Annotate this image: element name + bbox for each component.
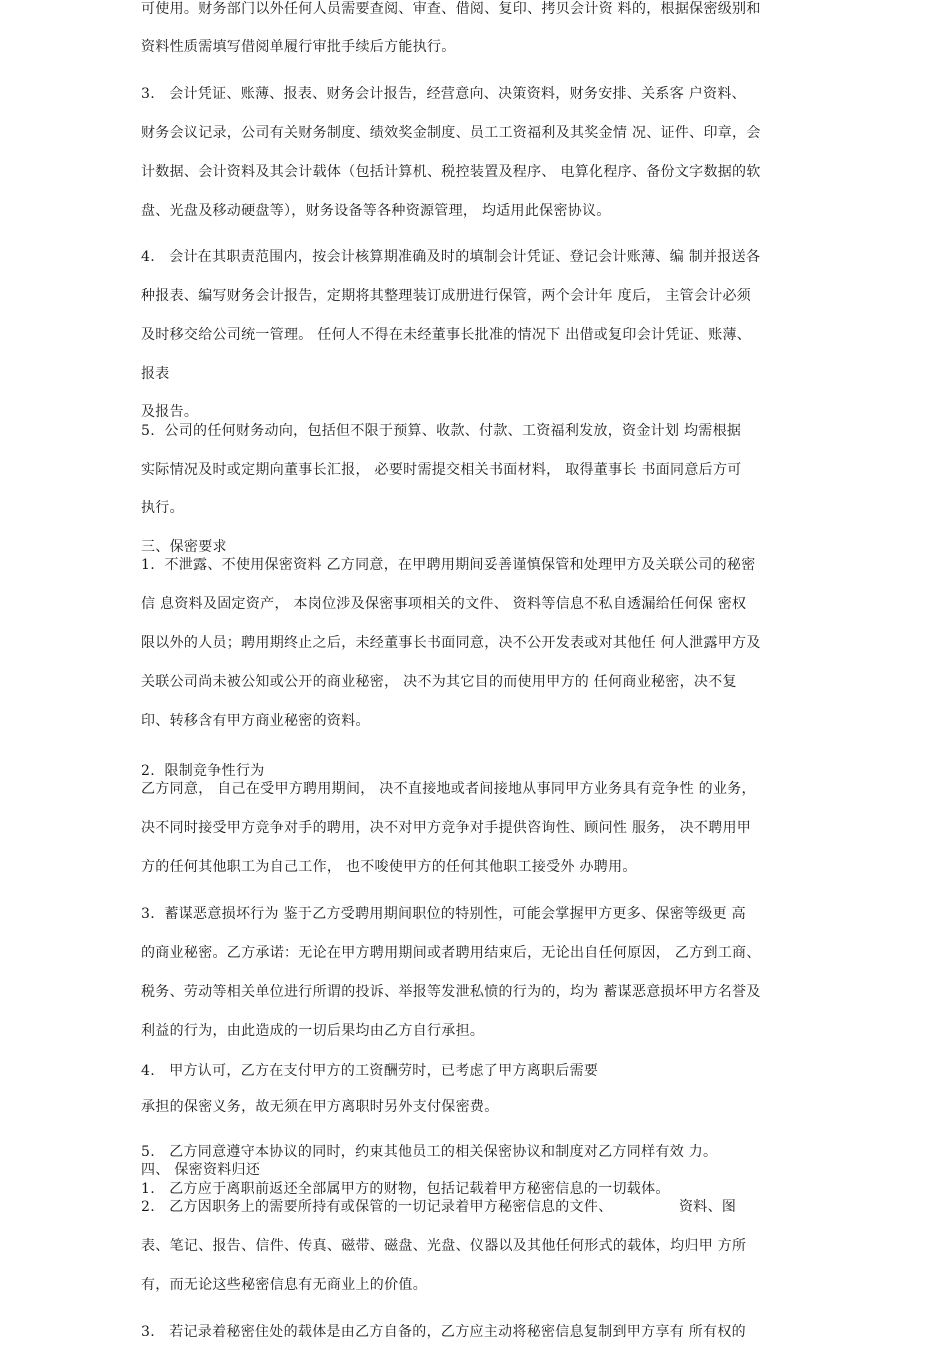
text-line: 税务、劳动等相关单位进行所谓的投诉、举报等发泄私愤的行为的，均为 蓄谋恶意损坏甲方名誉及 (141, 984, 761, 1000)
text-line: 印、转移含有甲方商业秘密的资料。 (141, 713, 370, 729)
text-line: 计数据、会计资料及其会计载体（包括计算机、税控装置及程序、 电算化程序、备份文字数据的软 (141, 164, 761, 180)
text-line: 决不同时接受甲方竞争对手的聘用，决不对甲方竞争对手提供咨询性、顾问性 服务， 决不聘用甲 (141, 820, 752, 836)
text-line: 可使用。财务部门以外任何人员需要查阅、审查、借阅、复印、拷贝会计资 料的，根据保密级别和 (141, 1, 761, 17)
text-line: 方的任何其他职工为自己工作， 也不唆使甲方的任何其他职工接受外 办聘用。 (141, 859, 637, 875)
text-line: 关联公司尚未被公知或公开的商业秘密， 决不为其它目的而使用甲方的 任何商业秘密，决不复 (141, 674, 737, 690)
text-line: 报表 (141, 366, 170, 382)
text-line: 财务会议记录，公司有关财务制度、绩效奖金制度、员工工资福利及其奖金情 况、证件、印章，会 (141, 125, 761, 141)
section-heading: 三、保密要求 (141, 539, 227, 555)
text-line: 种报表、编写财务会计报告，定期将其整理装订成册进行保管，两个会计年 度后， 主管会计必须 (141, 288, 752, 304)
text-line: 资料性质需填写借阅单履行审批手续后方能执行。 (141, 39, 456, 55)
text-line: 表、笔记、报告、信件、传真、磁带、磁盘、光盘、仪器以及其他任何形式的载体，均归甲 方所 (141, 1238, 747, 1254)
text-line: 2. 乙方因职务上的需要所持有或保管的一切记录着甲方秘密信息的文件、 资料、图 (141, 1199, 737, 1215)
text-line: 限以外的人员；聘用期终止之后，未经董事长书面同意，决不公开发表或对其他任 何人泄露甲方及 (141, 635, 761, 651)
text-line: 利益的行为，由此造成的一切后果均由乙方自行承担。 (141, 1023, 485, 1039)
text-line: 及时移交给公司统一管理。 任何人不得在未经董事长批准的情况下 出借或复印会计凭证、账薄、 (141, 327, 752, 343)
text-line: 盘、光盘及移动硬盘等），财务设备等各种资源管理， 均适用此保密协议。 (141, 203, 611, 219)
text-line: 1. 不泄露、不使用保密资料 乙方同意，在甲聘用期间妥善谨慎保管和处理甲方及关联公司的秘密 (141, 557, 756, 573)
text-line: 5. 公司的任何财务动向，包括但不限于预算、收款、付款、工资福利发放，资金计划 均需根据 (141, 423, 742, 439)
text-line: 乙方同意， 自己在受甲方聘用期间， 决不直接地或者间接地从事同甲方业务具有竞争性 的业务， (141, 781, 756, 797)
text-line: 实际情况及时或定期向董事长汇报， 必要时需提交相关书面材料， 取得董事长 书面同意后方可 (141, 462, 742, 478)
text-line: 及报告。 (141, 404, 199, 420)
text-line: 4. 甲方认可，乙方在支付甲方的工资酬劳时，已考虑了甲方离职后需要 (141, 1063, 599, 1079)
text-line: 4. 会计在其职责范围内，按会计核算期准确及时的填制会计凭证、登记会计账薄、编 制并报送各 (141, 249, 761, 265)
text-line: 3. 若记录着秘密住处的载体是由乙方自备的，乙方应主动将秘密信息复制到甲方享有 所有权的 (141, 1324, 746, 1340)
text-line: 有，而无论这些秘密信息有无商业上的价值。 (141, 1277, 427, 1293)
text-line: 的商业秘密。乙方承诺：无论在甲方聘用期间或者聘用结束后，无论出自任何原因， 乙方到工商、 (141, 945, 761, 961)
text-line: 5. 乙方同意遵守本协议的同时，约束其他员工的相关保密协议和制度对乙方同样有效 力。 (141, 1144, 718, 1160)
text-line: 承担的保密义务，故无须在甲方离职时另外支付保密费。 (141, 1099, 499, 1115)
text-line: 3. 蓄谋恶意损坏行为 鉴于乙方受聘用期间职位的特别性，可能会掌握甲方更多、保密等级更 高 (141, 906, 746, 922)
text-line: 2. 限制竞争性行为 (141, 763, 265, 779)
section-heading: 四、 保密资料归还 (141, 1162, 261, 1178)
text-line: 1. 乙方应于离职前返还全部属甲方的财物，包括记载着甲方秘密信息的一切载体。 (141, 1181, 670, 1197)
text-line: 信 息资料及固定资产， 本岗位涉及保密事项相关的文件、 资料等信息不私自透漏给任何保 密权 (141, 596, 747, 612)
text-line: 执行。 (141, 500, 184, 516)
text-line: 3. 会计凭证、账薄、报表、财务会计报告，经营意向、决策资料，财务安排、关系客 户资料、 (141, 86, 746, 102)
